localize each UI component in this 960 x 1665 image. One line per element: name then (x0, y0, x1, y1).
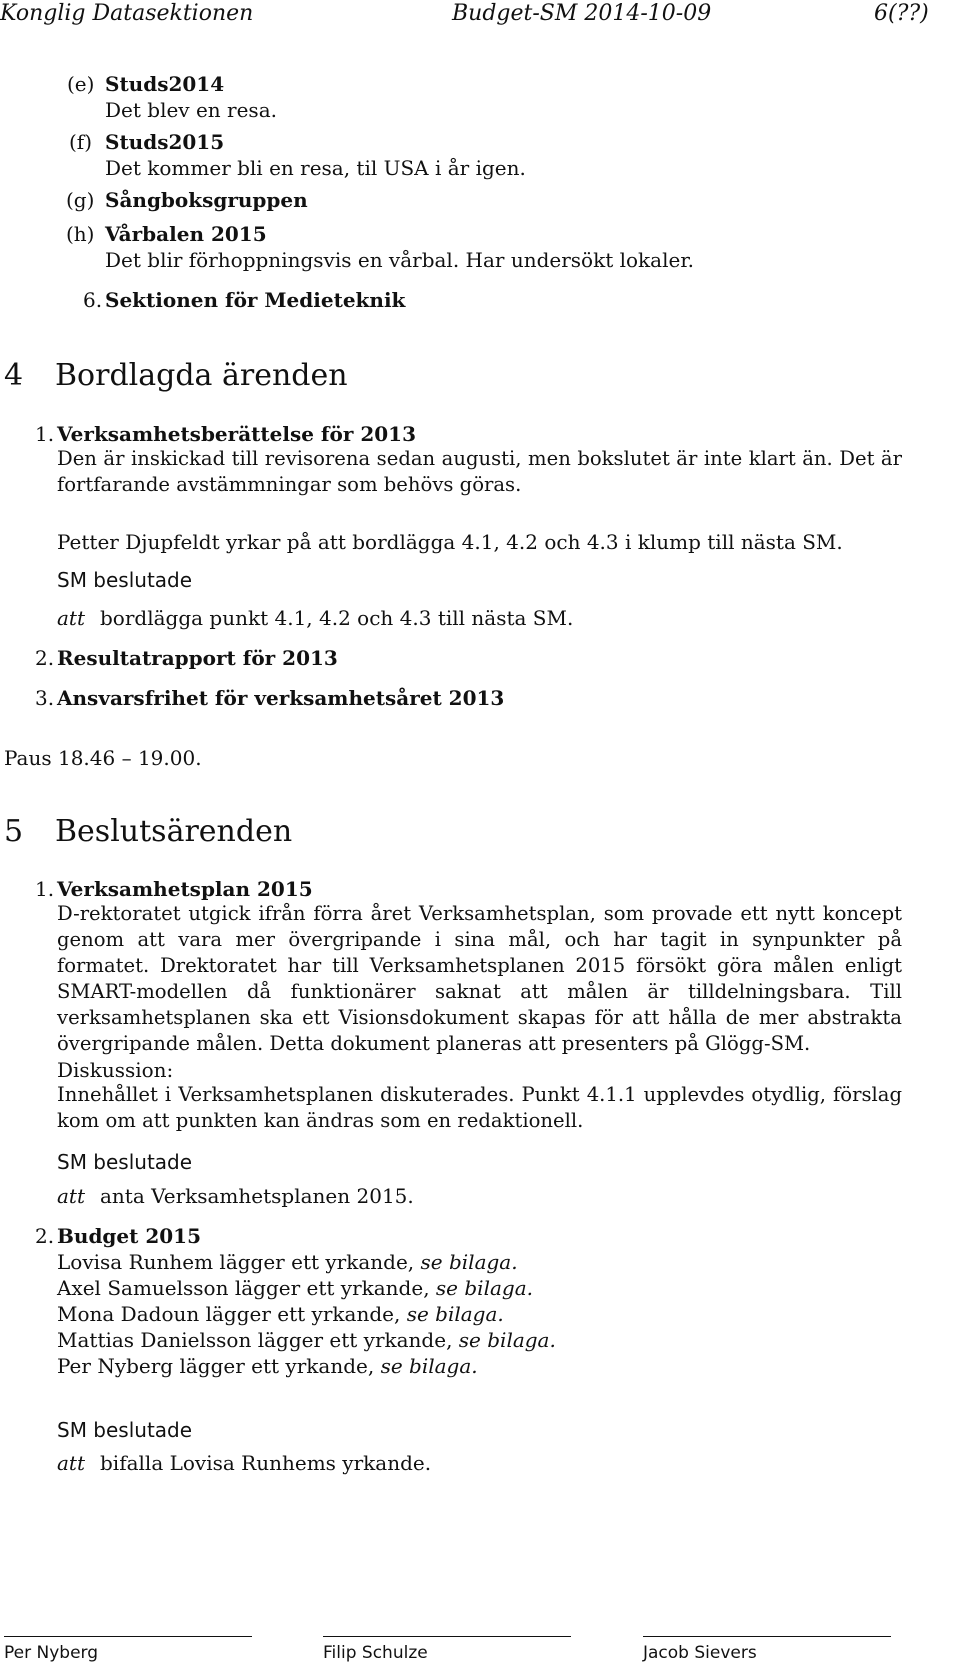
discussion-paragraph: Innehållet i Verksamhetsplanen diskuterades. Punkt 4.1.1 upplevdes otydlig, förslag kom om att punkten kan ändras som en redaktionell. (57, 1083, 902, 1132)
section-title: Bordlagda ärenden (55, 358, 348, 393)
list-item-text: Det blir förhoppningsvis en vårbal. Har undersökt lokaler. (105, 248, 695, 272)
item-title: Resultatrapport för 2013 (57, 646, 338, 670)
section-title: Beslutsärenden (55, 814, 293, 849)
header-meeting: Budget-SM 2014-10-09 (452, 1, 712, 26)
item-marker: 1. (35, 877, 55, 901)
proposal-line: Mattias Danielsson lägger ett yrkande, se bilaga. (57, 1328, 556, 1352)
item-title: Verksamhetsberättelse för 2013 (57, 422, 417, 446)
list-item-text: Det blev en resa. (105, 98, 277, 122)
list-marker: (f) (69, 130, 93, 154)
list-item-text: Det kommer bli en resa, til USA i år igen. (105, 156, 526, 180)
signature-line (323, 1636, 571, 1637)
item-title: Budget 2015 (57, 1224, 202, 1248)
decision-heading: SM beslutade (57, 1418, 193, 1442)
decision-att: att (57, 606, 85, 630)
list-marker: 6. (83, 288, 103, 312)
list-marker: (h) (66, 222, 95, 246)
signature-name: Jacob Sievers (643, 1643, 757, 1663)
decision-text: anta Verksamhetsplanen 2015. (100, 1184, 414, 1208)
decision-heading: SM beslutade (57, 568, 193, 592)
list-item-title: Studs2015 (105, 130, 225, 154)
proposal-line: Lovisa Runhem lägger ett yrkande, se bilaga. (57, 1250, 518, 1274)
header-page-number: 6(??) (874, 1, 929, 26)
signature-line (643, 1636, 891, 1637)
decision-text: bifalla Lovisa Runhems yrkande. (100, 1451, 432, 1475)
decision-text: bordlägga punkt 4.1, 4.2 och 4.3 till nästa SM. (100, 606, 574, 630)
header-organization: Konglig Datasektionen (0, 1, 254, 26)
item-marker: 2. (35, 646, 55, 670)
item-paragraph: D-rektoratet utgick ifrån förra året Verksamhetsplan, som provade ett nytt koncept genom att vara mer övergripande i sina mål, och har tagit in synpunkter på formatet. Drektoratet har till Verksamhetsplanen 2015 försökt göra målen enligt SMART-modellen då funktionärer saknat att målen är tilldelningsbara. Till verksamhetsplanen ska ett Visionsdokument skapas för att hålla de mer abstrakta övergripande målen. Detta dokument planeras att presenters på Glögg-SM. (57, 902, 902, 1055)
pause-note: Paus 18.46 – 19.00. (4, 746, 202, 770)
item-title: Verksamhetsplan 2015 (57, 877, 313, 901)
discussion-label: Diskussion: (57, 1058, 174, 1082)
item-paragraph: Den är inskickad till revisorena sedan augusti, men bokslutet är inte klart än. Det är fortfarande avstämmningar som behövs göras. (57, 447, 902, 496)
item-marker: 1. (35, 422, 55, 446)
signature-name: Filip Schulze (323, 1643, 428, 1663)
list-item-title: Sektionen för Medieteknik (105, 288, 406, 312)
item-marker: 2. (35, 1224, 55, 1248)
proposal-line: Mona Dadoun lägger ett yrkande, se bilaga. (57, 1302, 504, 1326)
list-marker: (g) (66, 188, 95, 212)
decision-att: att (57, 1451, 85, 1475)
list-marker: (e) (67, 72, 95, 96)
decision-heading: SM beslutade (57, 1150, 193, 1174)
item-title: Ansvarsfrihet för verksamhetsåret 2013 (57, 686, 505, 710)
list-item-title: Vårbalen 2015 (105, 222, 267, 246)
list-item-title: Studs2014 (105, 72, 225, 96)
motion-text: Petter Djupfeldt yrkar på att bordlägga 4.1, 4.2 och 4.3 i klump till nästa SM. (57, 530, 843, 554)
proposal-line: Per Nyberg lägger ett yrkande, se bilaga. (57, 1354, 478, 1378)
signature-name: Per Nyberg (4, 1643, 99, 1663)
section-number: 4 (4, 358, 24, 393)
section-number: 5 (4, 814, 24, 849)
item-marker: 3. (35, 686, 55, 710)
proposal-line: Axel Samuelsson lägger ett yrkande, se bilaga. (57, 1276, 533, 1300)
signature-line (4, 1636, 252, 1637)
decision-att: att (57, 1184, 85, 1208)
list-item-title: Sångboksgruppen (105, 188, 308, 212)
